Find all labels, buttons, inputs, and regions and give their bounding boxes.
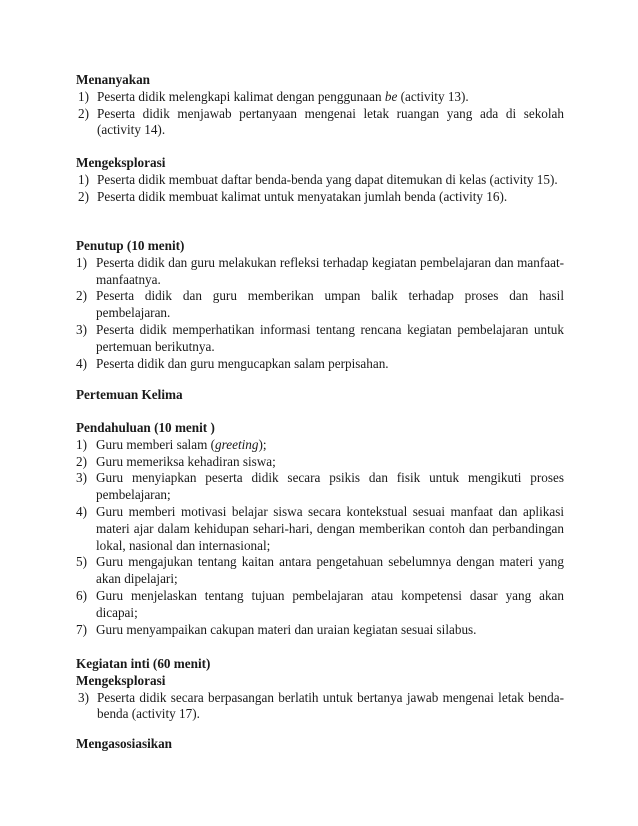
list-item [76, 356, 564, 373]
item-text: Peserta didik membuat daftar benda-benda yang dapat ditemukan di kelas (activity 15). [97, 171, 558, 187]
section-mengeksplorasi [76, 155, 564, 205]
item-number: 6) [76, 587, 87, 603]
section-heading: Penutup (10 menit) [76, 238, 185, 253]
list-item [76, 622, 564, 639]
numbered-list [76, 255, 564, 373]
section-heading: Mengasosiasikan [76, 736, 172, 751]
item-number: 4) [76, 503, 87, 519]
section-pendahuluan [76, 420, 564, 638]
item-text: Guru memberi salam ( [96, 436, 216, 452]
list-item [76, 189, 564, 206]
item-emphasis: be [384, 88, 398, 104]
item-text: Guru menyampaikan cakupan materi dan uraian kegiatan sesuai silabus. [96, 621, 477, 637]
list-item [76, 255, 564, 289]
item-text: Peserta didik melengkapi kalimat dengan penggunaan [97, 88, 385, 104]
numbered-list [76, 437, 564, 639]
item-number: 2) [78, 105, 89, 121]
list-item [76, 588, 564, 622]
item-text: Peserta didik dan guru mengucapkan salam perpisahan. [96, 355, 389, 371]
item-number: 1) [78, 171, 89, 187]
item-number: 7) [76, 621, 87, 637]
item-number: 2) [76, 288, 87, 304]
item-text: Peserta didik secara berpasangan berlatih untuk bertanya jawab mengenai letak benda-benda (activity 17). [97, 689, 564, 722]
list-item [76, 172, 564, 189]
item-number: 5) [76, 554, 87, 570]
list-item [76, 470, 564, 504]
list-item [76, 437, 564, 454]
item-number: 3) [76, 321, 87, 337]
list-item [76, 288, 564, 322]
item-text: Guru menjelaskan tentang tujuan pembelajaran atau kompetensi dasar yang akan dicapai; [96, 587, 564, 620]
item-text: ); [258, 436, 267, 452]
section-heading: Mengeksplorasi [76, 155, 166, 170]
numbered-list [76, 172, 564, 206]
section-heading: Pertemuan Kelima [76, 387, 183, 402]
list-item [76, 504, 564, 554]
item-text: Peserta didik memperhatikan informasi tentang rencana kegiatan pembelajaran untuk pertemuan berikutnya. [96, 321, 564, 354]
item-emphasis: greeting [215, 436, 259, 452]
item-text: Guru mengajukan tentang kaitan antara pengetahuan sebelumnya dengan materi yang akan dipelajari; [96, 554, 564, 587]
list-item [76, 554, 564, 588]
item-text: (activity 13). [397, 88, 469, 104]
section-heading: Menanyakan [76, 72, 151, 87]
section-penutup [76, 238, 564, 372]
item-text: Peserta didik membuat kalimat untuk menyatakan jumlah benda (activity 16). [97, 188, 508, 204]
section-heading: Pendahuluan (10 menit ) [76, 420, 215, 435]
item-text: Guru memberi motivasi belajar siswa secara kontekstual sesuai manfaat dan aplikasi materi ajar dalam kehidupan sehari-hari, dengan memberikan contoh dan perbandingan lokal, nasional dan internasional; [96, 503, 564, 553]
item-number: 3) [76, 470, 87, 486]
section-menanyakan [76, 72, 564, 139]
item-text: Peserta didik dan guru memberikan umpan balik terhadap proses dan hasil pembelajaran. [96, 288, 564, 321]
list-item [76, 690, 564, 724]
item-text: Guru menyiapkan peserta didik secara psikis dan fisik untuk mengikuti proses pembelajaran; [96, 470, 564, 503]
section-mengasosiasikan [76, 736, 564, 753]
item-number: 2) [78, 188, 89, 204]
section-subheading: Mengeksplorasi [76, 672, 166, 688]
item-number: 3) [78, 689, 89, 705]
section-kegiatan-inti [76, 656, 564, 723]
item-text: Peserta didik dan guru melakukan refleksi terhadap kegiatan pembelajaran dan manfaat-manfaatnya. [96, 254, 564, 287]
section-pertemuan-kelima [76, 387, 564, 404]
list-item [76, 454, 564, 471]
list-item [76, 89, 564, 106]
item-number: 2) [76, 453, 87, 469]
item-number: 1) [78, 88, 89, 104]
item-number: 4) [76, 355, 87, 371]
item-number: 1) [76, 254, 87, 270]
item-number: 1) [76, 436, 87, 452]
item-text: Peserta didik menjawab pertanyaan mengenai letak ruangan yang ada di sekolah (activity 14). [97, 105, 564, 138]
list-item [76, 106, 564, 140]
numbered-list [76, 89, 564, 139]
item-text: Guru memeriksa kehadiran siswa; [96, 453, 276, 469]
numbered-list [76, 690, 564, 724]
section-heading: Kegiatan inti (60 menit) [76, 656, 211, 671]
list-item [76, 322, 564, 356]
